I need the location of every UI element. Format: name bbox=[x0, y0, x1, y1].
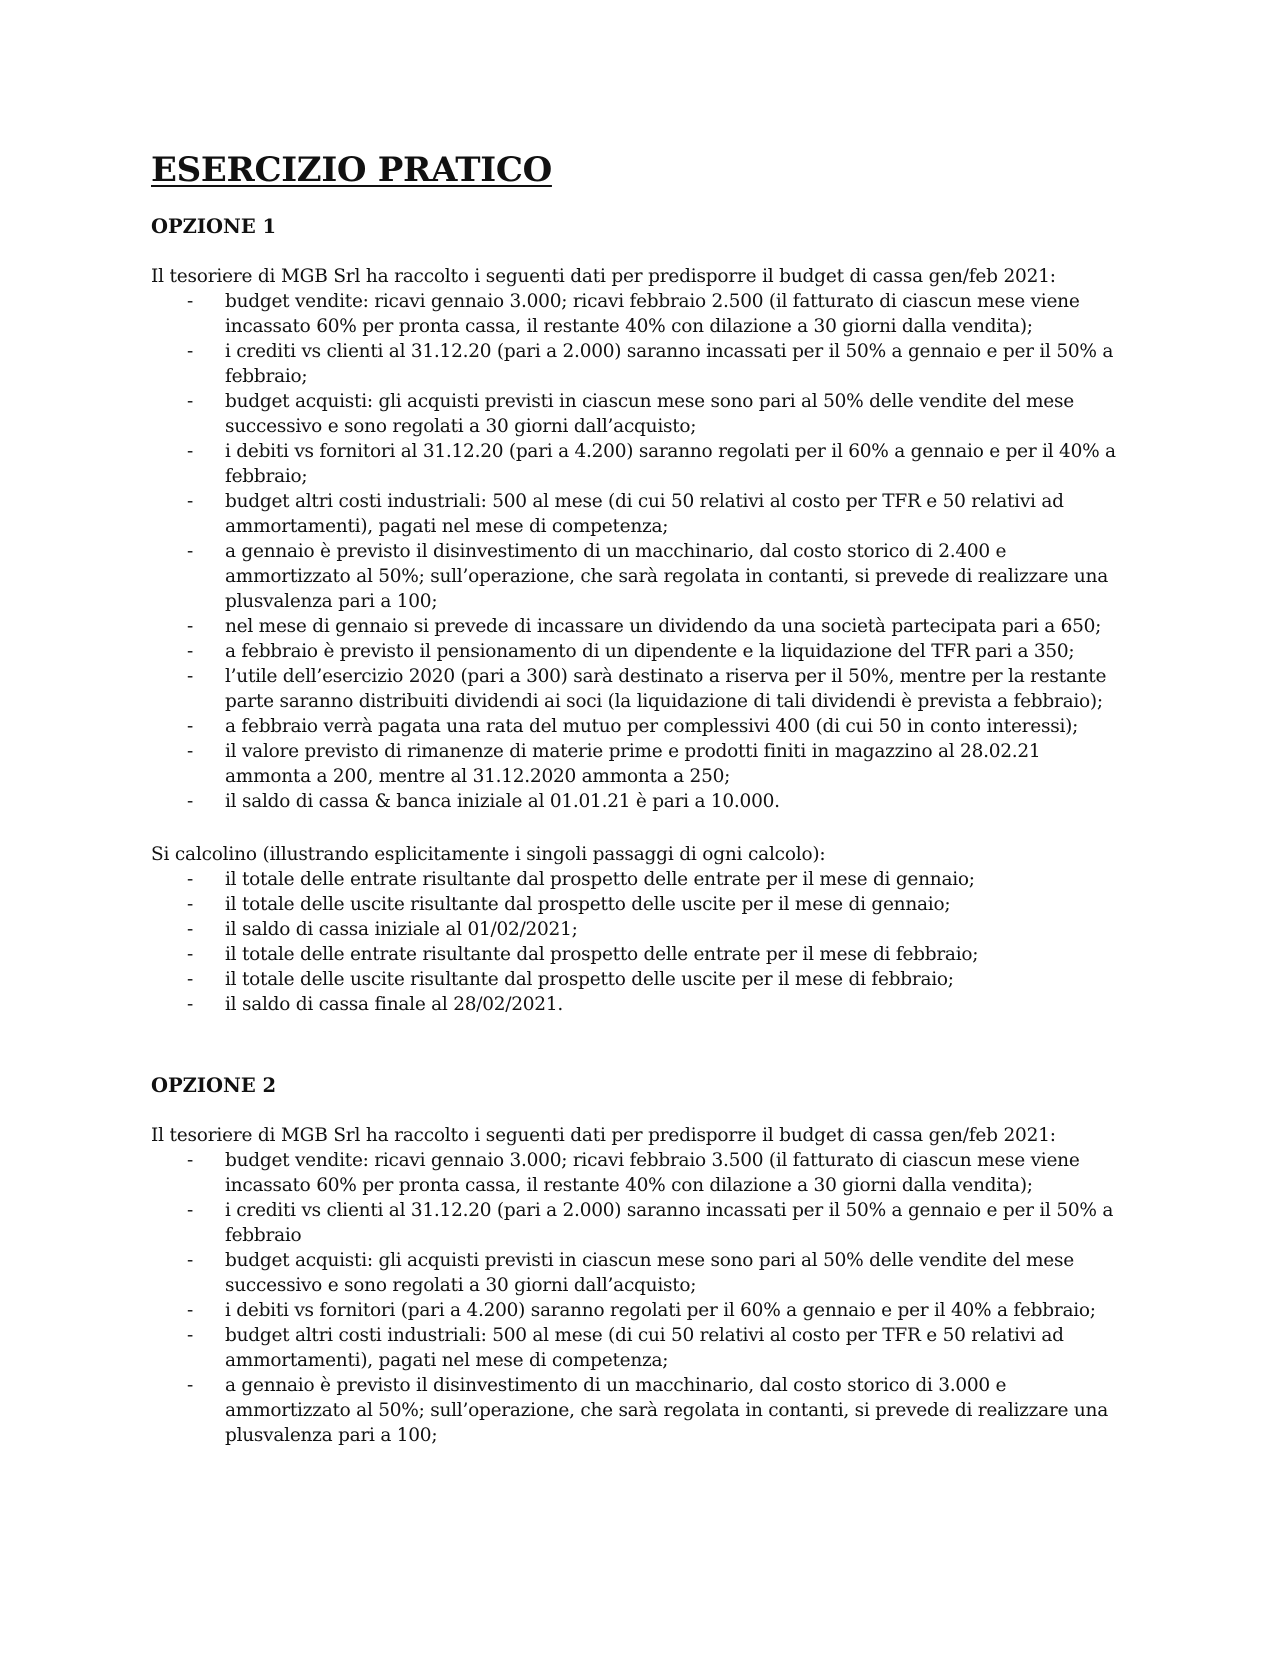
list-item-text: i debiti vs fornitori (pari a 4.200) saranno regolati per il 60% a gennaio e per il 40% a febbraio; bbox=[225, 1300, 1096, 1321]
list-item-text: budget altri costi industriali: 500 al mese (di cui 50 relativi al costo per TFR e 50 relativi ad ammortamenti), pagati nel mese di competenza; bbox=[225, 491, 1064, 537]
list-item bbox=[151, 1198, 1131, 1248]
list-item-text: budget vendite: ricavi gennaio 3.000; ricavi febbraio 2.500 (il fatturato di ciascun mese viene incassato 60% per pronta cassa, il restante 40% con dilazione a 30 giorni dalla vendita); bbox=[225, 291, 1080, 337]
list-item bbox=[151, 992, 1131, 1017]
list-item-text: budget acquisti: gli acquisti previsti in ciascun mese sono pari al 50% delle vendite del mese successivo e sono regolati a 30 giorni dall’acquisto; bbox=[225, 1250, 1074, 1296]
document-page bbox=[151, 148, 1131, 1448]
dash-bullet: - bbox=[187, 1325, 194, 1346]
page-title: ESERCIZIO PRATICO bbox=[151, 150, 552, 190]
dash-bullet: - bbox=[187, 894, 194, 915]
dash-bullet: - bbox=[187, 741, 194, 762]
calculation-intro: Si calcolino (illustrando esplicitamente i singoli passaggi di ogni calcolo): bbox=[151, 844, 826, 865]
list-item bbox=[151, 339, 1131, 389]
list-item bbox=[151, 739, 1131, 789]
list-item-text: i crediti vs clienti al 31.12.20 (pari a 2.000) saranno incassati per il 50% a gennaio e per il 50% a febbraio bbox=[225, 1200, 1114, 1246]
list-item bbox=[151, 967, 1131, 992]
list-item bbox=[151, 917, 1131, 942]
list-item bbox=[151, 714, 1131, 739]
list-item-text: a gennaio è previsto il disinvestimento di un macchinario, dal costo storico di 3.000 e ammortizzato al 50%; sull’operazione, che sarà regolata in contanti, si prevede di realizzare una plusvalenza pari a 100; bbox=[225, 1375, 1108, 1446]
list-item-text: il totale delle entrate risultante dal prospetto delle entrate per il mese di gennaio; bbox=[225, 869, 975, 890]
dash-bullet: - bbox=[187, 919, 194, 940]
list-item bbox=[151, 389, 1131, 439]
list-item-text: il totale delle uscite risultante dal prospetto delle uscite per il mese di gennaio; bbox=[225, 894, 951, 915]
dash-bullet: - bbox=[187, 944, 194, 965]
list-item-text: il saldo di cassa iniziale al 01/02/2021; bbox=[225, 919, 578, 940]
dash-bullet: - bbox=[187, 994, 194, 1015]
list-item-text: l’utile dell’esercizio 2020 (pari a 300) sarà destinato a riserva per il 50%, mentre per la restante parte saranno distribuiti dividendi ai soci (la liquidazione di tali dividendi è prevista a febbraio); bbox=[225, 666, 1107, 712]
dash-bullet: - bbox=[187, 869, 194, 890]
list-item bbox=[151, 489, 1131, 539]
list-item-text: il saldo di cassa & banca iniziale al 01.01.21 è pari a 10.000. bbox=[225, 791, 780, 812]
dash-bullet: - bbox=[187, 1300, 194, 1321]
list-item bbox=[151, 1323, 1131, 1373]
dash-bullet: - bbox=[187, 616, 194, 637]
dash-bullet: - bbox=[187, 791, 194, 812]
list-item-text: il totale delle uscite risultante dal prospetto delle uscite per il mese di febbraio; bbox=[225, 969, 954, 990]
list-item bbox=[151, 1298, 1131, 1323]
list-item bbox=[151, 539, 1131, 614]
list-item-text: i debiti vs fornitori al 31.12.20 (pari a 4.200) saranno regolati per il 60% a gennaio e per il 40% a febbraio; bbox=[225, 441, 1116, 487]
option-2-heading: OPZIONE 2 bbox=[151, 1074, 277, 1097]
option-2-intro: Il tesoriere di MGB Srl ha raccolto i seguenti dati per predisporre il budget di cassa gen/feb 2021: bbox=[151, 1125, 1056, 1146]
list-item bbox=[151, 1248, 1131, 1298]
list-item-text: i crediti vs clienti al 31.12.20 (pari a 2.000) saranno incassati per il 50% a gennaio e per il 50% a febbraio; bbox=[225, 341, 1114, 387]
list-item-text: il saldo di cassa finale al 28/02/2021. bbox=[225, 994, 563, 1015]
list-item bbox=[151, 664, 1131, 714]
dash-bullet: - bbox=[187, 441, 194, 462]
dash-bullet: - bbox=[187, 969, 194, 990]
dash-bullet: - bbox=[187, 391, 194, 412]
list-item-text: budget vendite: ricavi gennaio 3.000; ricavi febbraio 3.500 (il fatturato di ciascun mese viene incassato 60% per pronta cassa, il restante 40% con dilazione a 30 giorni dalla vendita); bbox=[225, 1150, 1080, 1196]
dash-bullet: - bbox=[187, 1200, 194, 1221]
list-item-text: il valore previsto di rimanenze di materie prime e prodotti finiti in magazzino al 28.02.21 ammonta a 200, mentre al 31.12.2020 ammonta a 250; bbox=[225, 741, 1041, 787]
dash-bullet: - bbox=[187, 291, 194, 312]
dash-bullet: - bbox=[187, 341, 194, 362]
list-item bbox=[151, 942, 1131, 967]
list-item-text: a febbraio è previsto il pensionamento di un dipendente e la liquidazione del TFR pari a 350; bbox=[225, 641, 1075, 662]
dash-bullet: - bbox=[187, 1150, 194, 1171]
option-1-heading: OPZIONE 1 bbox=[151, 215, 277, 238]
list-item bbox=[151, 1148, 1131, 1198]
dash-bullet: - bbox=[187, 641, 194, 662]
option-1-intro: Il tesoriere di MGB Srl ha raccolto i seguenti dati per predisporre il budget di cassa gen/feb 2021: bbox=[151, 266, 1056, 287]
list-item bbox=[151, 867, 1131, 892]
list-item bbox=[151, 289, 1131, 339]
calculation-list bbox=[151, 867, 1131, 1017]
dash-bullet: - bbox=[187, 666, 194, 687]
list-item bbox=[151, 1373, 1131, 1448]
list-item bbox=[151, 892, 1131, 917]
dash-bullet: - bbox=[187, 491, 194, 512]
dash-bullet: - bbox=[187, 1375, 194, 1396]
dash-bullet: - bbox=[187, 1250, 194, 1271]
list-item-text: a gennaio è previsto il disinvestimento di un macchinario, dal costo storico di 2.400 e ammortizzato al 50%; sull’operazione, che sarà regolata in contanti, si prevede di realizzare una plusvalenza pari a 100; bbox=[225, 541, 1108, 612]
option-1-data-list bbox=[151, 289, 1131, 814]
list-item bbox=[151, 639, 1131, 664]
list-item-text: a febbraio verrà pagata una rata del mutuo per complessivi 400 (di cui 50 in conto interessi); bbox=[225, 716, 1079, 737]
option-2-data-list bbox=[151, 1148, 1131, 1448]
list-item bbox=[151, 614, 1131, 639]
dash-bullet: - bbox=[187, 541, 194, 562]
list-item-text: nel mese di gennaio si prevede di incassare un dividendo da una società partecipata pari a 650; bbox=[225, 616, 1102, 637]
list-item bbox=[151, 789, 1131, 814]
list-item-text: budget acquisti: gli acquisti previsti in ciascun mese sono pari al 50% delle vendite del mese successivo e sono regolati a 30 giorni dall’acquisto; bbox=[225, 391, 1074, 437]
list-item bbox=[151, 439, 1131, 489]
list-item-text: budget altri costi industriali: 500 al mese (di cui 50 relativi al costo per TFR e 50 relativi ad ammortamenti), pagati nel mese di competenza; bbox=[225, 1325, 1064, 1371]
dash-bullet: - bbox=[187, 716, 194, 737]
list-item-text: il totale delle entrate risultante dal prospetto delle entrate per il mese di febbraio; bbox=[225, 944, 979, 965]
